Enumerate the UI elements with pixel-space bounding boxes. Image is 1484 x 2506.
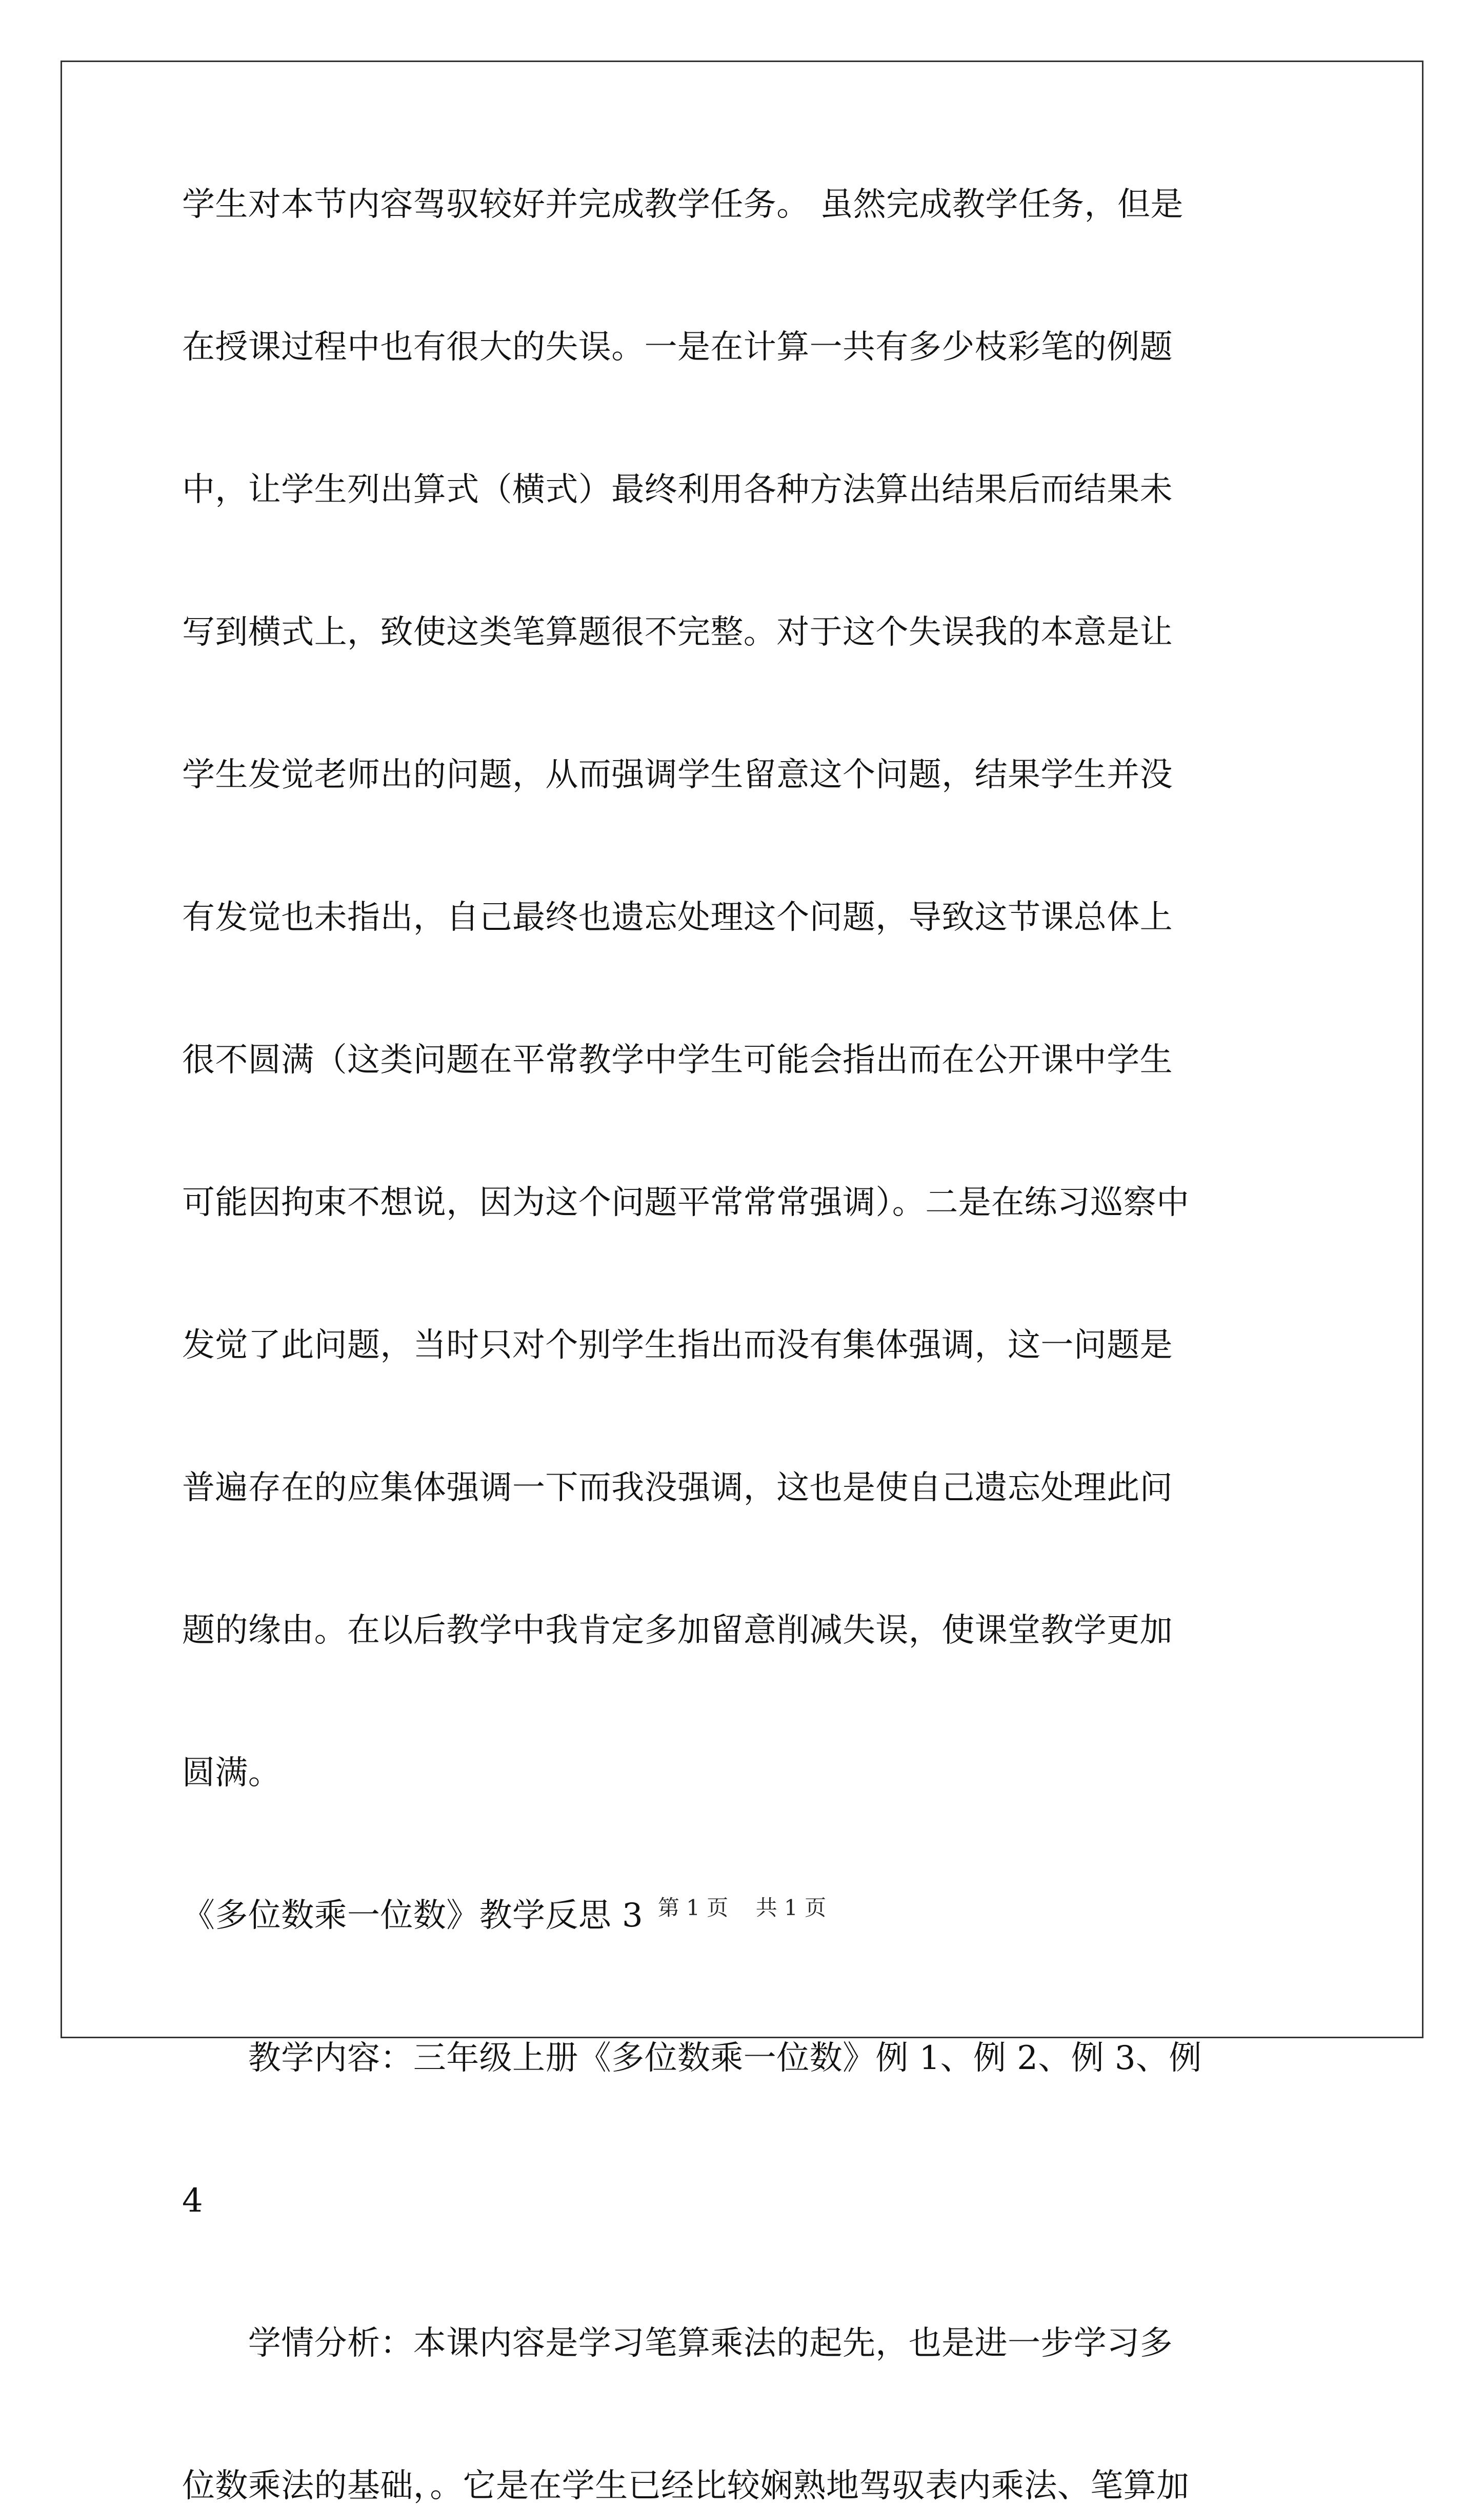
text-line: 教学内容：三年级上册《多位数乘一位数》例 1、例 2、例 3、例	[182, 2039, 1202, 2077]
text-line: 位数乘法的基础，。它是在学生已经比较娴熟地驾驭表内乘法、笔算加	[182, 2467, 1190, 2505]
text-line: 圆满。	[182, 1754, 282, 1792]
text-line: 写到横式上，致使这类笔算题很不完整。对于这个失误我的本意是让	[182, 613, 1173, 651]
text-line: 普遍存在的应集体强调一下而我没强调，这也是使自己遗忘处理此问	[182, 1469, 1173, 1507]
text-line: 学生对本节内容驾驭较好并完成教学任务。 虽然完成教学任务，但是	[182, 186, 1184, 224]
section-heading: 《多位数乘一位数》教学反思 3	[182, 1897, 644, 1935]
text-line: 在授课过程中也有很大的失误。一是在计算一共有多少枝彩笔的例题	[182, 328, 1173, 366]
text-line: 很不圆满（这类问题在平常教学中学生可能会指出而在公开课中学生	[182, 1041, 1173, 1079]
text-line: 中，让学生列出算式（横式）最终利用各种方法算出结果后而结果未	[182, 471, 1173, 509]
text-line: 4	[182, 2182, 204, 2220]
text-line: 发觉了此问题，当时只对个别学生指出而没有集体强调，这一问题是	[182, 1326, 1173, 1364]
page-footer	[0, 1895, 1484, 1921]
text-line: 题的缘由。在以后教学中我肯定多加留意削减失误，使课堂教学更加	[182, 1612, 1173, 1649]
document-body	[182, 185, 1315, 2506]
page-total: 共 1 页	[755, 1895, 827, 1920]
text-line: 学情分析：本课内容是学习笔算乘法的起先，也是进一步学习多	[182, 2324, 1173, 2362]
page-number: 第 1 页	[657, 1895, 729, 1920]
text-line: 学生发觉老师出的问题，从而强调学生留意这个问题，结果学生并没	[182, 756, 1173, 794]
text-line: 可能因拘束不想说，因为这个问题平常常常强调）。二是在练习巡察中	[182, 1184, 1190, 1222]
text-line: 有发觉也未指出，自己最终也遗忘处理这个问题，导致这节课总体上	[182, 899, 1173, 937]
